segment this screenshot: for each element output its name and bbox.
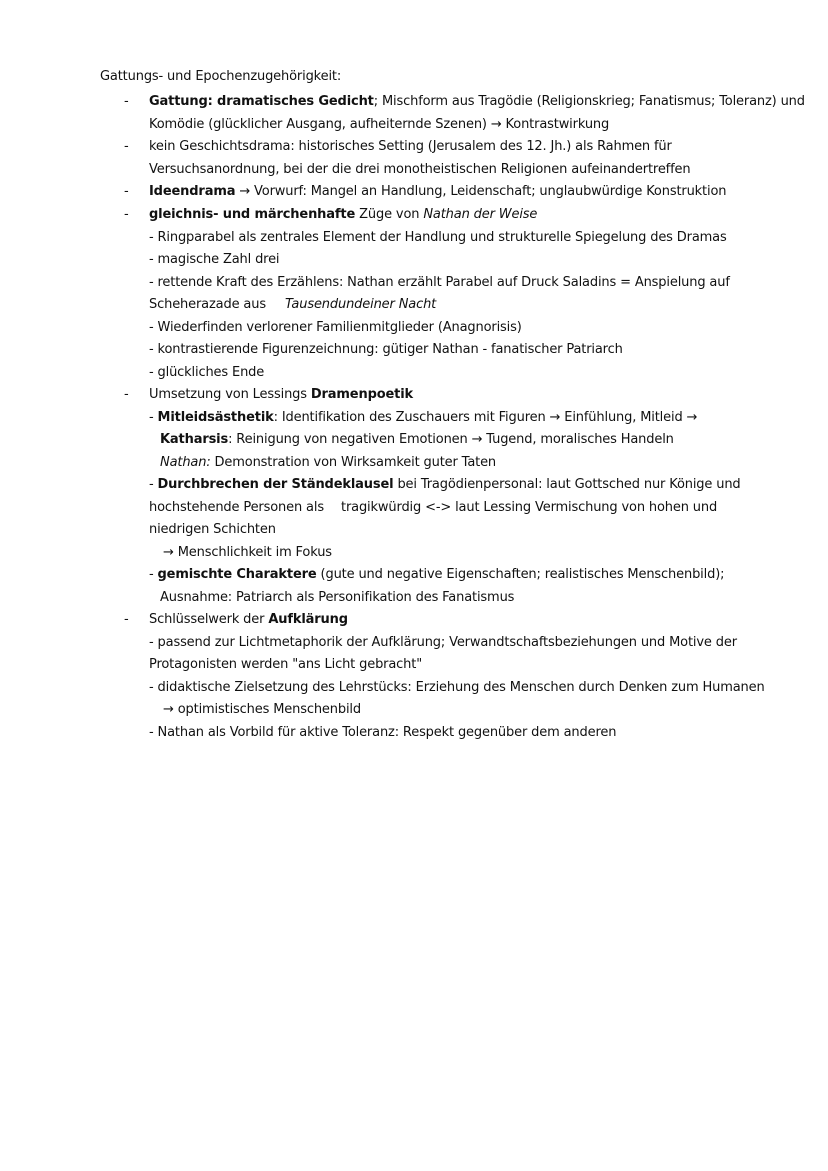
- bold-term: gemischte Charaktere: [157, 567, 317, 582]
- sub-item-mitleid-line2: [160, 431, 674, 449]
- text-run: → Vorwurf: Mangel an Handlung, Leidenschaft; unglaubwürdige Konstruktion: [235, 184, 727, 199]
- text-run: Schlüsselwerk der: [149, 612, 269, 627]
- italic-title: Tausendundeiner Nacht: [285, 297, 437, 312]
- sub-item-toleranz: - Nathan als Vorbild für aktive Toleranz: Respekt gegenüber dem anderen: [149, 725, 617, 740]
- sub-item-staendeklausel-line2b: tragikwürdig <-> laut Lessing Vermischung von hohen und: [341, 500, 718, 515]
- sub-item-charaktere-line2: Ausnahme: Patriarch als Personifikation des Fanatismus: [160, 590, 515, 605]
- bullet-geschichtsdrama-line1: kein Geschichtsdrama: historisches Setting (Jerusalem des 12. Jh.) als Rahmen für: [149, 139, 672, 154]
- text-run: -: [149, 477, 158, 492]
- sub-item-charaktere-line1: [149, 566, 724, 584]
- sub-item-figurenzeichnung: - kontrastierende Figurenzeichnung: gütiger Nathan - fanatischer Patriarch: [149, 342, 623, 357]
- text-run: bei Tragödienpersonal: laut Gottsched nur Könige und: [393, 477, 741, 492]
- sub-item-ende: - glückliches Ende: [149, 365, 265, 380]
- bullet-gattung-line1: [149, 93, 805, 111]
- text-run: Demonstration von Wirksamkeit guter Taten: [210, 455, 497, 470]
- section-heading: Gattungs- und Epochenzugehörigkeit:: [100, 69, 342, 84]
- sub-item-anagnorisis: - Wiederfinden verlorener Familienmitglieder (Anagnorisis): [149, 320, 522, 335]
- sub-item-erzaehlen-line2: Scheherazade aus: [149, 297, 266, 312]
- sub-item-menschlichkeit: → Menschlichkeit im Fokus: [163, 545, 332, 560]
- bullet-dash: -: [124, 612, 129, 627]
- sub-item-licht-line2: Protagonisten werden "ans Licht gebracht": [149, 657, 423, 672]
- sub-item-mitleid-line1: [149, 409, 697, 427]
- italic-title: Nathan der Weise: [423, 207, 538, 222]
- bullet-dash: -: [124, 139, 129, 154]
- bullet-dash: -: [124, 387, 129, 402]
- sub-item-ringparabel: - Ringparabel als zentrales Element der Handlung und strukturelle Spiegelung des Dramas: [149, 230, 727, 245]
- bullet-dramenpoetik: [149, 386, 413, 404]
- italic-title: Nathan:: [160, 455, 211, 470]
- text-run: (gute und negative Eigenschaften; realistisches Menschenbild);: [316, 567, 725, 582]
- bullet-maerchenhaft: [149, 206, 537, 224]
- bold-term: Mitleidsästhetik: [157, 410, 274, 425]
- bold-term: Gattung: dramatisches Gedicht: [149, 94, 374, 109]
- bullet-aufklaerung: [149, 611, 348, 629]
- bullet-dash: -: [124, 184, 129, 199]
- bold-term: Durchbrechen der Ständeklausel: [157, 477, 394, 492]
- sub-item-staendeklausel-line1: [149, 476, 741, 494]
- text-run: -: [149, 410, 158, 425]
- sub-item-zahl-drei: - magische Zahl drei: [149, 252, 280, 267]
- sub-item-erzaehlen-line1: - rettende Kraft des Erzählens: Nathan erzählt Parabel auf Druck Saladins = Anspielung auf: [149, 275, 730, 290]
- text-run: : Reinigung von negativen Emotionen → Tugend, moralisches Handeln: [228, 432, 674, 447]
- sub-item-didaktik-line2: → optimistisches Menschenbild: [163, 702, 361, 717]
- sub-item-didaktik-line1: - didaktische Zielsetzung des Lehrstücks: Erziehung des Menschen durch Denken zum Humanen: [149, 680, 765, 695]
- bold-term: Aufklärung: [268, 612, 348, 627]
- bold-term: Ideendrama: [149, 184, 236, 199]
- text-run: ; Mischform aus Tragödie (Religionskrieg; Fanatismus; Toleranz) und: [373, 94, 805, 109]
- text-run: Umsetzung von Lessings: [149, 387, 311, 402]
- bullet-dash: -: [124, 94, 129, 109]
- sub-item-staendeklausel-line3: niedrigen Schichten: [149, 522, 276, 537]
- text-run: Züge von: [355, 207, 424, 222]
- bold-term: Dramenpoetik: [310, 387, 414, 402]
- bullet-gattung-line2: Komödie (glücklicher Ausgang, aufheiternde Szenen) → Kontrastwirkung: [149, 117, 610, 132]
- text-run: : Identifikation des Zuschauers mit Figuren → Einfühlung, Mitleid →: [273, 410, 698, 425]
- text-run: -: [149, 567, 158, 582]
- bold-term: Katharsis: [160, 432, 229, 447]
- bullet-geschichtsdrama-line2: Versuchsanordnung, bei der die drei monotheistischen Religionen aufeinandertreffen: [149, 162, 691, 177]
- bullet-dash: -: [124, 207, 129, 222]
- bold-term: gleichnis- und märchenhafte: [149, 207, 356, 222]
- sub-item-mitleid-line3: [160, 454, 496, 472]
- bullet-ideendrama: [149, 183, 726, 201]
- sub-item-licht-line1: - passend zur Lichtmetaphorik der Aufklärung; Verwandtschaftsbeziehungen und Motive der: [149, 635, 737, 650]
- sub-item-staendeklausel-line2a: hochstehende Personen als: [149, 500, 324, 515]
